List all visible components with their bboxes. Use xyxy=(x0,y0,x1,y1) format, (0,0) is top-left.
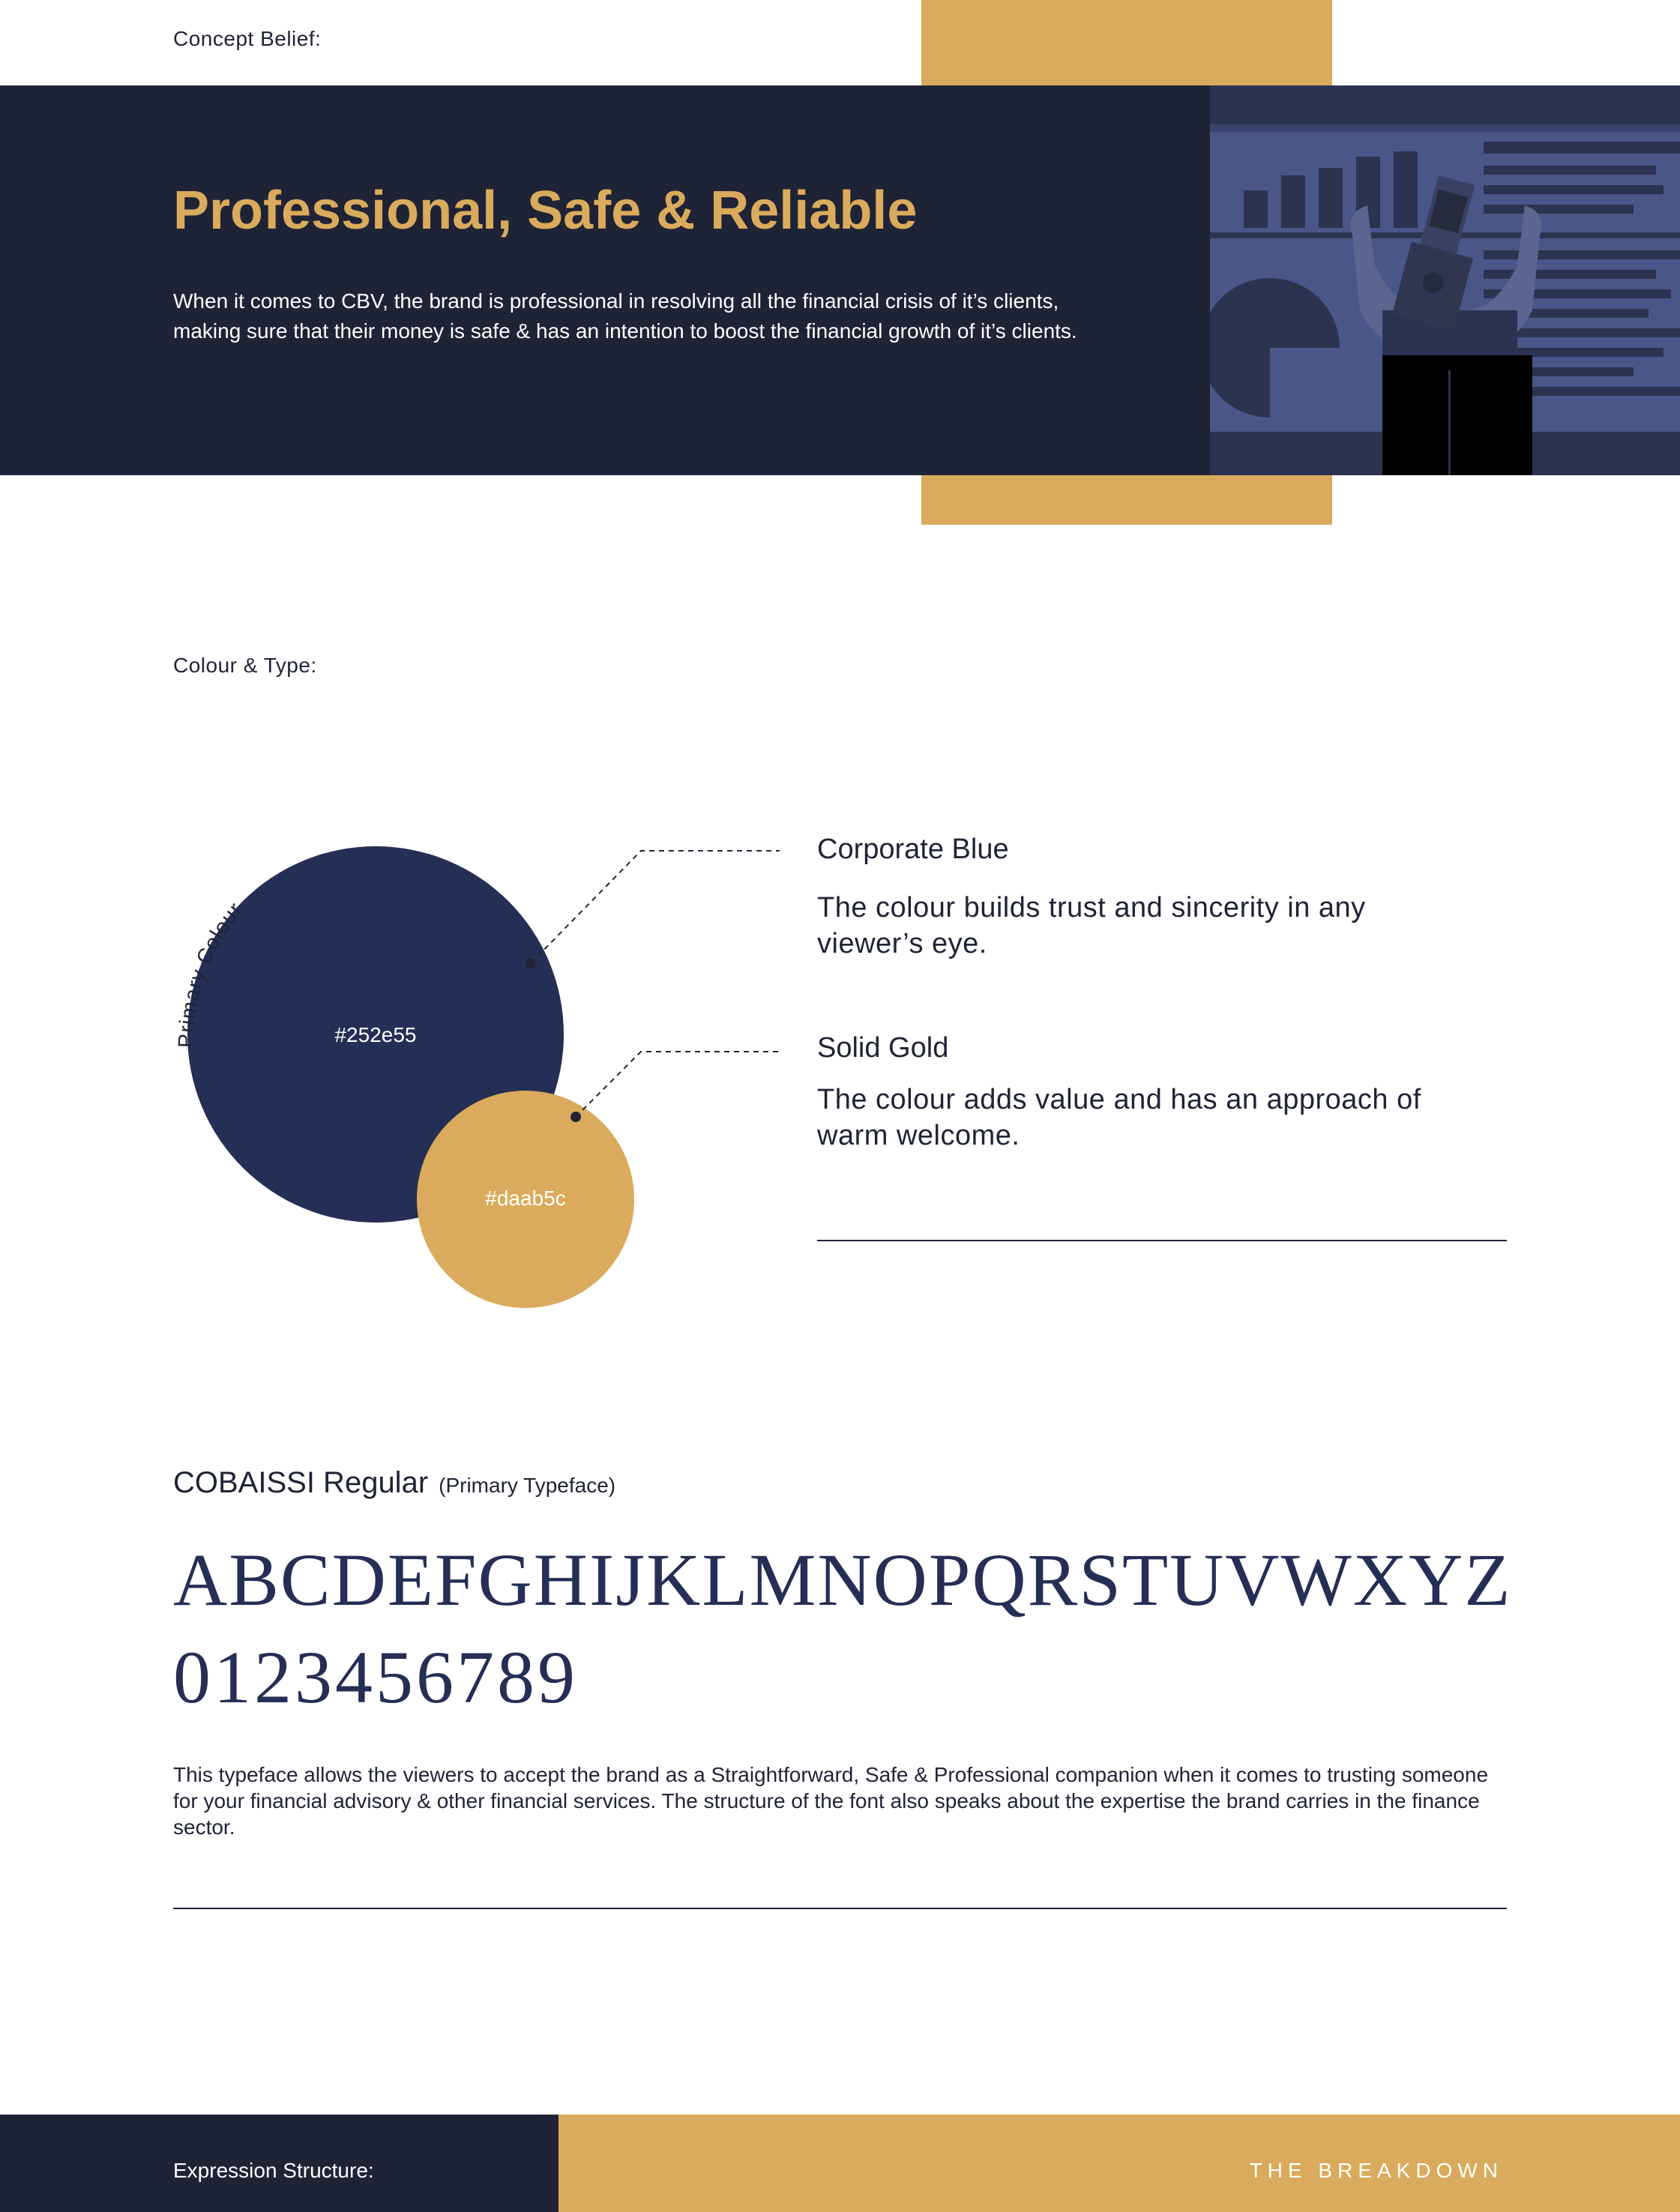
secondary-colour-description: The colour adds value and has an approach of warm welcome. xyxy=(817,1084,1421,1151)
concept-section-label: Concept Belief: xyxy=(173,27,322,50)
gold-accent-bottom xyxy=(921,475,1332,525)
secondary-colour-name: Solid Gold xyxy=(817,1032,949,1064)
typeface-alphabet-specimen: ABCDEFGHIJKLMNOPQRSTUVWXYZ xyxy=(173,1538,1512,1621)
colour-divider xyxy=(817,1240,1507,1241)
concept-description: When it comes to CBV, the brand is professional in resolving all the financial crisis of it’s clients, making sure that their money is safe & has an intention to boost the financial growth of it’s clients. xyxy=(173,289,1077,343)
footer-brand: THE BREAKDOWN xyxy=(1249,2159,1503,2182)
typeface-name: COBAISSI Regular xyxy=(173,1466,429,1499)
primary-colour-description: The colour builds trust and sincerity in any viewer’s eye. xyxy=(817,892,1366,959)
secondary-callout-line xyxy=(576,1052,780,1117)
typeface-description: This typeface allows the viewers to accept the brand as a Straightforward, Safe & Professional companion when it comes to trusting someone for your financial advisory & other financial services. The structure of the font also speaks about the expertise the brand carries in the finance sector. xyxy=(173,1763,1489,1839)
gold-accent-top xyxy=(921,0,1332,85)
footer-gold-block xyxy=(559,2115,1680,2212)
finance-presenter-illustration xyxy=(1210,85,1680,475)
concept-title: Professional, Safe & Reliable xyxy=(173,181,918,241)
typeface-heading xyxy=(173,1466,615,1500)
footer-section-label: Expression Structure: xyxy=(173,2159,374,2182)
primary-colour-ring-label: Primary Colour xyxy=(173,897,247,1049)
typeface-digits-specimen: 0123456789 xyxy=(173,1636,578,1719)
secondary-hex: #daab5c xyxy=(485,1187,566,1210)
colour-bubbles xyxy=(112,817,817,1357)
typeface-divider xyxy=(173,1908,1507,1909)
primary-hex: #252e55 xyxy=(334,1023,417,1046)
secondary-callout-dot xyxy=(570,1112,581,1122)
primary-callout-dot xyxy=(526,958,536,968)
primary-colour-name: Corporate Blue xyxy=(817,834,1009,865)
colour-section-label: Colour & Type: xyxy=(173,654,317,677)
primary-callout-line xyxy=(531,851,780,963)
typeface-note: (Primary Typeface) xyxy=(439,1474,616,1497)
